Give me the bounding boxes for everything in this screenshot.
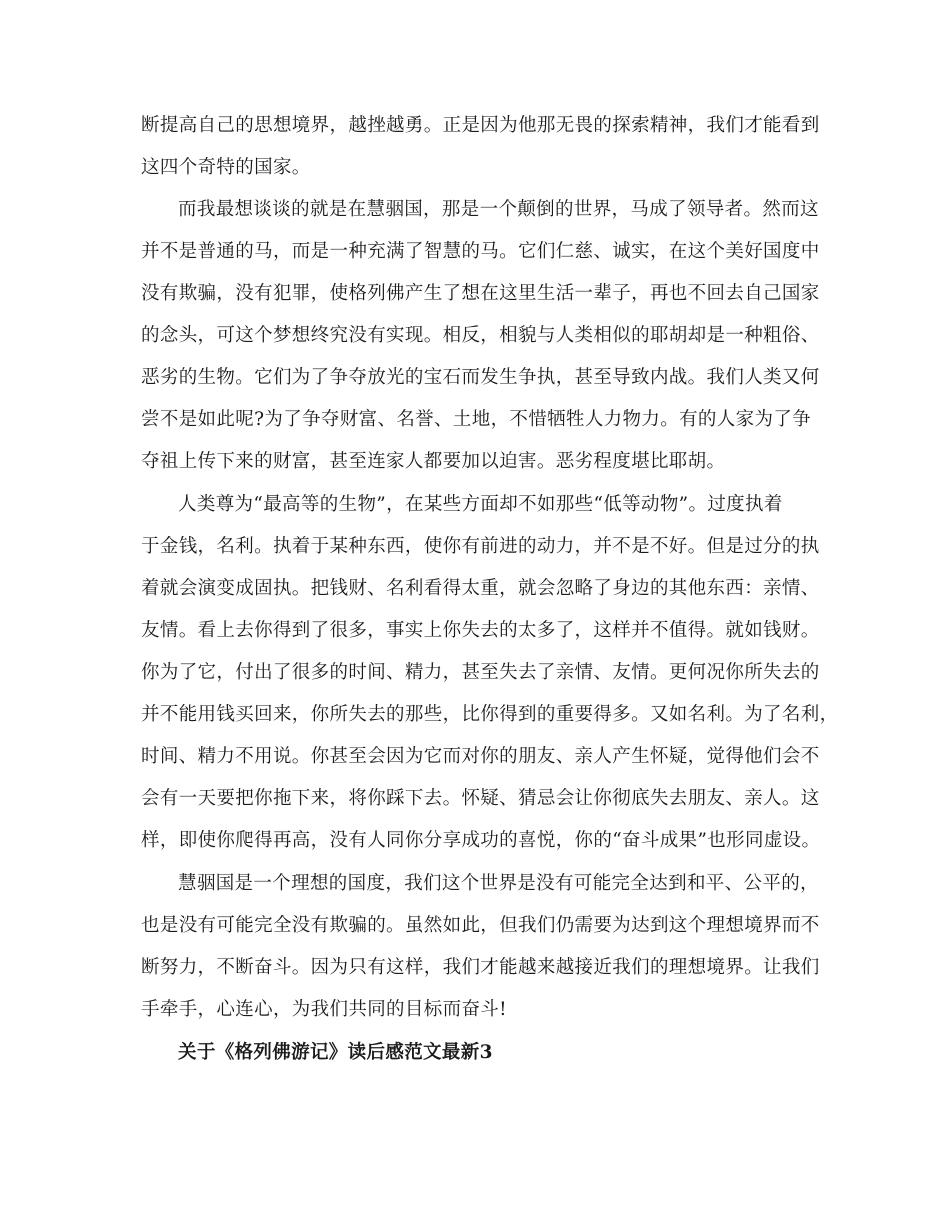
paragraph-3-line-3: 着就会演变成固执。把钱财、名利看得太重，就会忽略了身边的其他东西：亲情、 [141,578,820,599]
paragraph-4-line-1: 慧骃国是一个理想的国度，我们这个世界是没有可能完全达到和平、公平的， [178,873,819,894]
paragraph-3-line-4: 友情。看上去你得到了很多，事实上你失去的太多了，这样并不值得。就如钱财。 [141,620,820,641]
paragraph-2-line-5: 恶劣的生物。它们为了争夺放光的宝石而发生争执，甚至导致内战。我们人类又何 [141,367,820,388]
paragraph-4-line-4: 手牵手，心连心，为我们共同的目标而奋斗! [141,999,507,1020]
paragraph-2-line-7: 夺祖上传下来的财富，甚至连家人都要加以迫害。恶劣程度堪比耶胡。 [141,451,726,472]
paragraph-3-line-5: 你为了它，付出了很多的时间、精力，甚至失去了亲情、友情。更何况你所失去的 [141,662,820,683]
paragraph-3-line-6: 并不能用钱买回来，你所失去的那些，比你得到的重要得多。又如名利。为了名利， [141,704,839,725]
paragraph-2-line-3: 没有欺骗，没有犯罪，使格列佛产生了想在这里生活一辈子，再也不回去自己国家 [141,283,820,304]
paragraph-2-line-6: 尝不是如此呢?为了争夺财富、名誉、土地，不惜牺牲人力物力。有的人家为了争 [141,409,812,430]
paragraph-2-line-1: 而我最想谈谈的就是在慧骃国，那是一个颠倒的世界，马成了领导者。然而这 [178,199,819,220]
paragraph-2-line-2: 并不是普通的马，而是一种充满了智慧的马。它们仁慈、诚实，在这个美好国度中 [141,241,820,262]
section-heading: 关于《格列佛游记》读后感范文最新3 [178,1042,493,1063]
paragraph-3-line-9: 样，即使你爬得再高，没有人同你分享成功的喜悦，你的“奋斗成果”也形同虚设。 [141,830,821,851]
paragraph-1-line-1: 断提高自己的思想境界，越挫越勇。正是因为他那无畏的探索精神，我们才能看到 [141,115,820,136]
paragraph-4-line-3: 断努力，不断奋斗。因为只有这样，我们才能越来越接近我们的理想境界。让我们 [141,957,820,978]
paragraph-3-line-8: 会有一天要把你拖下来，将你踩下去。怀疑、猜忌会让你彻底失去朋友、亲人。这 [141,788,820,809]
paragraph-3-line-7: 时间、精力不用说。你甚至会因为它而对你的朋友、亲人产生怀疑，觉得他们会不 [141,746,820,767]
paragraph-2-line-4: 的念头，可这个梦想终究没有实现。相反，相貌与人类相似的耶胡却是一种粗俗、 [141,325,820,346]
paragraph-1-line-2: 这四个奇特的国家。 [141,157,311,178]
paragraph-4-line-2: 也是没有可能完全没有欺骗的。虽然如此，但我们仍需要为达到这个理想境界而不 [141,915,820,936]
paragraph-3-line-1: 人类尊为“最高等的生物”，在某些方面却不如那些“低等动物”。过度执着 [178,494,783,515]
paragraph-3-line-2: 于金钱，名利。执着于某种东西，使你有前进的动力，并不是不好。但是过分的执 [141,536,820,557]
